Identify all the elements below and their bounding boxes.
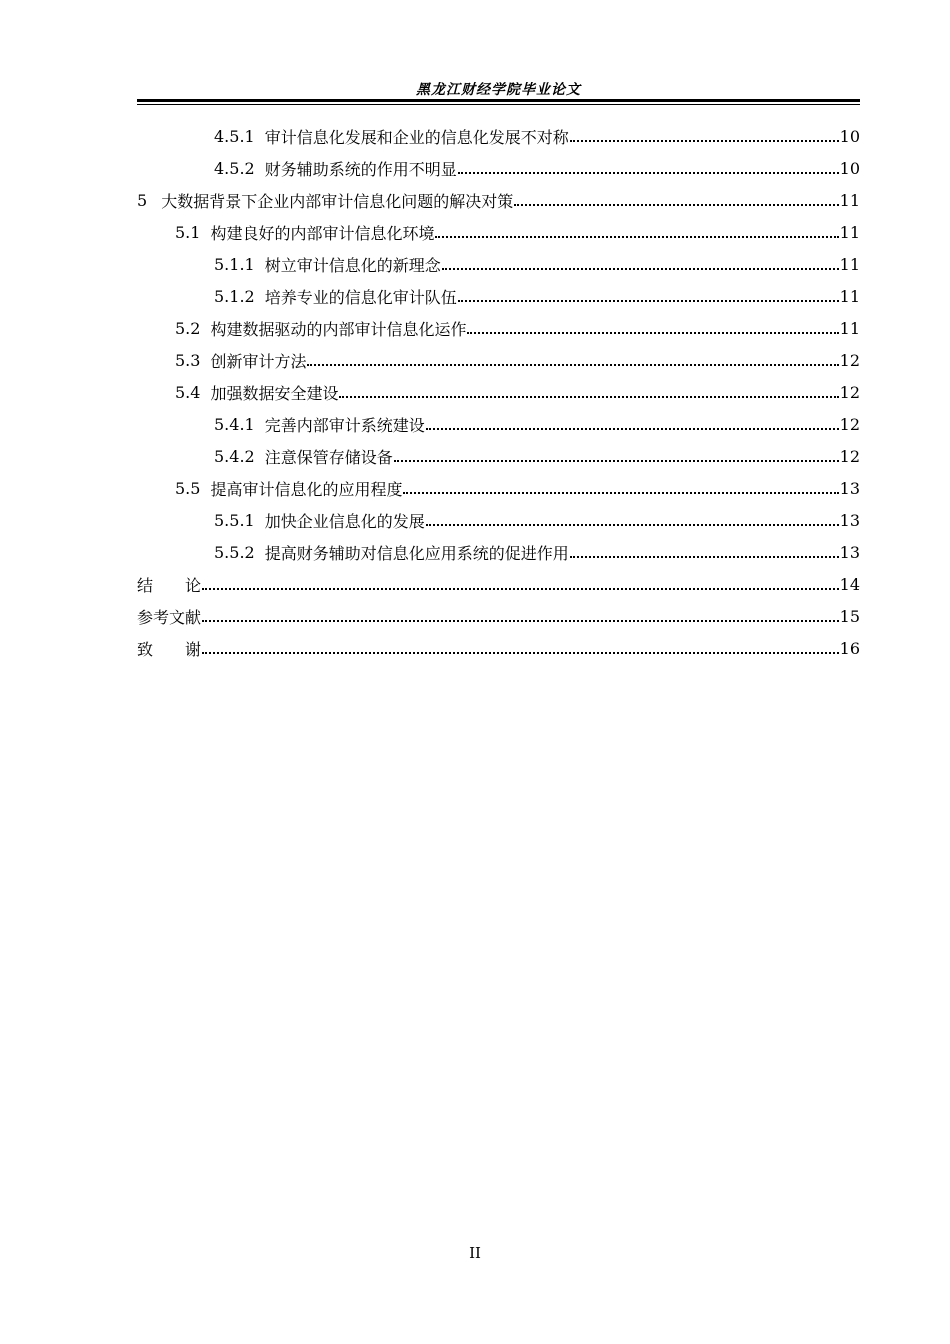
toc-entry-title: 完善内部审计系统建设 [264, 415, 425, 435]
toc-entry[interactable] [137, 376, 860, 408]
toc-entry-title: 注意保管存储设备 [264, 447, 393, 467]
toc-entry-page: 12 [839, 446, 860, 466]
toc-dot-leader [426, 508, 839, 526]
toc-entry-number: 5 [137, 190, 148, 210]
toc-entry-page: 10 [839, 158, 860, 178]
toc-entry-page: 13 [839, 510, 860, 530]
toc-entry[interactable] [137, 632, 860, 664]
toc-dot-leader [570, 540, 839, 558]
toc-entry[interactable] [137, 408, 860, 440]
toc-entry-title: 构建良好的内部审计信息化环境 [210, 223, 435, 243]
toc-entry[interactable] [137, 248, 860, 280]
header-title: 黑龙江财经学院毕业论文 [416, 82, 581, 98]
toc-entry[interactable] [137, 504, 860, 536]
toc-entry-page: 11 [839, 254, 860, 274]
toc-entry-title: 大数据背景下企业内部审计信息化问题的解决对策 [161, 191, 514, 211]
toc-entry-title: 加强数据安全建设 [210, 383, 339, 403]
toc-entry-number: 5.3 [175, 350, 201, 370]
toc-entry-page: 13 [839, 478, 860, 498]
toc-dot-leader [514, 188, 838, 206]
toc-entry-number: 4.5.2 [214, 158, 255, 178]
toc-entry-number: 5.5.2 [214, 542, 255, 562]
toc-entry[interactable] [137, 344, 860, 376]
toc-entry[interactable] [137, 600, 860, 632]
toc-dot-leader [458, 156, 839, 174]
toc-entry[interactable] [137, 216, 860, 248]
toc-entry[interactable] [137, 184, 860, 216]
toc-entry-title: 致 谢 [137, 639, 202, 659]
toc-entry-number: 5.4.2 [214, 446, 255, 466]
toc-entry-title: 培养专业的信息化审计队伍 [264, 287, 457, 307]
toc-entry-title: 财务辅助系统的作用不明显 [264, 159, 457, 179]
toc-dot-leader [394, 444, 839, 462]
header-rule-thin [137, 104, 860, 105]
toc-dot-leader [435, 220, 838, 238]
toc-entry-number: 5.4.1 [214, 414, 255, 434]
toc-entry-number: 5.5 [175, 478, 201, 498]
toc-entry-page: 11 [839, 318, 860, 338]
toc-dot-leader [458, 284, 839, 302]
toc-entry-title: 创新审计方法 [210, 351, 307, 371]
toc-dot-leader [202, 572, 839, 590]
toc-entry-number: 5.1.2 [214, 286, 255, 306]
toc-entry-page: 16 [839, 638, 860, 658]
toc-entry-page: 12 [839, 382, 860, 402]
table-of-contents [137, 120, 860, 664]
toc-dot-leader [467, 316, 838, 334]
toc-entry-number: 5.1.1 [214, 254, 255, 274]
toc-entry[interactable] [137, 536, 860, 568]
page-header [137, 76, 860, 106]
toc-dot-leader [202, 604, 839, 622]
toc-dot-leader [307, 348, 838, 366]
toc-entry-page: 11 [839, 286, 860, 306]
toc-entry-number: 5.5.1 [214, 510, 255, 530]
toc-entry-title: 结 论 [137, 575, 202, 595]
toc-entry-page: 12 [839, 350, 860, 370]
toc-dot-leader [403, 476, 838, 494]
toc-entry-title: 提高审计信息化的应用程度 [210, 479, 403, 499]
toc-entry-number: 4.5.1 [214, 126, 255, 146]
toc-entry-title: 加快企业信息化的发展 [264, 511, 425, 531]
toc-entry-page: 11 [839, 222, 860, 242]
toc-entry-title: 构建数据驱动的内部审计信息化运作 [210, 319, 467, 339]
toc-entry[interactable] [137, 312, 860, 344]
toc-entry[interactable] [137, 568, 860, 600]
toc-dot-leader [426, 412, 839, 430]
toc-entry[interactable] [137, 280, 860, 312]
toc-entry[interactable] [137, 120, 860, 152]
toc-entry-number: 5.1 [175, 222, 201, 242]
toc-dot-leader [339, 380, 838, 398]
toc-entry-page: 13 [839, 542, 860, 562]
toc-entry-number: 5.4 [175, 382, 201, 402]
toc-dot-leader [442, 252, 839, 270]
toc-entry-title: 树立审计信息化的新理念 [264, 255, 441, 275]
toc-entry-title: 审计信息化发展和企业的信息化发展不对称 [264, 127, 569, 147]
toc-dot-leader [202, 636, 839, 654]
toc-entry[interactable] [137, 152, 860, 184]
toc-dot-leader [570, 124, 839, 142]
toc-entry-page: 11 [839, 190, 860, 210]
toc-entry-page: 12 [839, 414, 860, 434]
toc-entry-page: 15 [839, 606, 860, 626]
toc-entry-title: 提高财务辅助对信息化应用系统的促进作用 [264, 543, 569, 563]
toc-entry-number: 5.2 [175, 318, 201, 338]
page-number: II [469, 1244, 481, 1262]
toc-entry-title: 参考文献 [137, 607, 202, 627]
toc-entry[interactable] [137, 440, 860, 472]
toc-entry-page: 14 [839, 574, 860, 594]
header-rule-thick [137, 99, 860, 102]
toc-entry-page: 10 [839, 126, 860, 146]
toc-entry[interactable] [137, 472, 860, 504]
